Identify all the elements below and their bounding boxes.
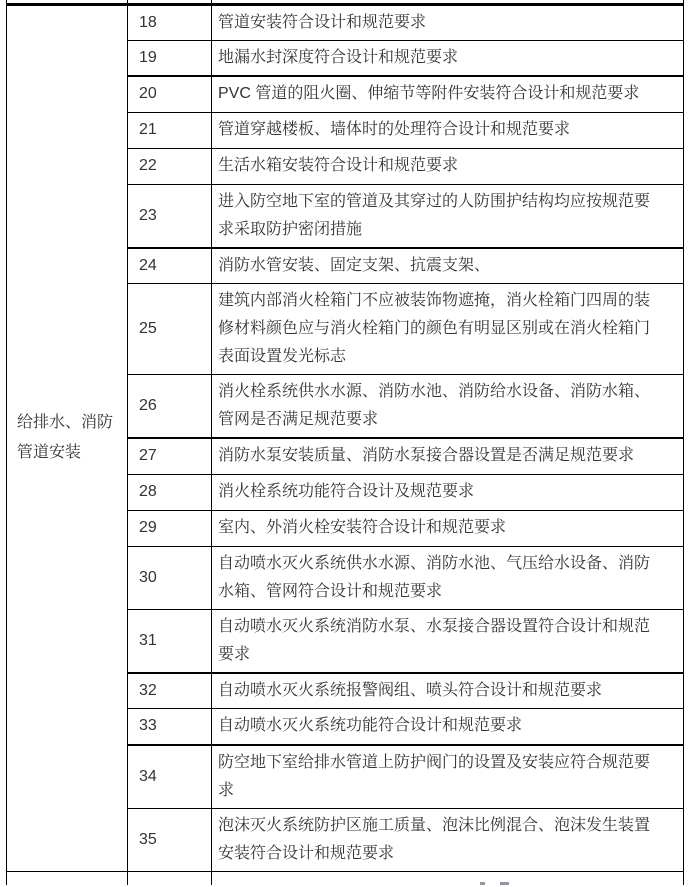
cut-row-bottom <box>7 871 684 885</box>
row-number: 31 <box>128 609 212 673</box>
row-description: 自动喷水灭火系统报警阀组、喷头符合设计和规范要求 <box>212 673 684 709</box>
row-number: 18 <box>128 4 212 40</box>
table-row <box>7 4 684 40</box>
row-number: 27 <box>128 438 212 474</box>
row-description: 防空地下室给排水管道上防护阀门的设置及安装应符合规范要求 <box>212 745 684 809</box>
row-description: 自动喷水灭火系统供水水源、消防水池、气压给水设备、消防水箱、管网符合设计和规范要求 <box>212 546 684 609</box>
row-number: 29 <box>128 510 212 546</box>
row-number: 23 <box>128 184 212 248</box>
row-number: 35 <box>128 808 212 871</box>
row-number: 22 <box>128 148 212 184</box>
row-description: 消火栓系统功能符合设计及规范要求 <box>212 474 684 510</box>
row-number: 33 <box>128 709 212 745</box>
row-description: 生活水箱安装符合设计和规范要求 <box>212 148 684 184</box>
row-description: 管道安装符合设计和规范要求 <box>212 4 684 40</box>
row-description: 进入防空地下室的管道及其穿过的人防围护结构均应按规范要求采取防护密闭措施 <box>212 184 684 248</box>
cut-text-remnant <box>500 882 509 885</box>
cut-number-cell <box>128 871 212 885</box>
row-description: 消火栓系统供水水源、消防水池、消防给水设备、消防水箱、管网是否满足规范要求 <box>212 375 684 439</box>
row-number: 25 <box>128 284 212 375</box>
row-number: 21 <box>128 112 212 148</box>
row-description: 自动喷水灭火系统消防水泵、水泵接合器设置符合设计和规范要求 <box>212 609 684 673</box>
row-description: 消防水泵安装质量、消防水泵接合器设置是否满足规范要求 <box>212 438 684 474</box>
category-cell: 给排水、消防管道安装 <box>7 4 128 871</box>
row-number: 32 <box>128 673 212 709</box>
row-description: 泡沫灭火系统防护区施工质量、泡沫比例混合、泡沫发生装置安装符合设计和规范要求 <box>212 808 684 871</box>
cut-text-remnant <box>480 882 485 885</box>
row-description: 室内、外消火栓安装符合设计和规范要求 <box>212 510 684 546</box>
row-number: 24 <box>128 248 212 284</box>
row-description: 建筑内部消火栓箱门不应被装饰物遮掩，消火栓箱门四周的装修材料颜色应与消火栓箱门的颜色有明显区别或在消火栓箱门表面设置发光标志 <box>212 284 684 375</box>
cut-description-cell <box>212 871 684 885</box>
row-number: 30 <box>128 546 212 609</box>
row-description: 消防水管安装、固定支架、抗震支架、 <box>212 248 684 284</box>
row-number: 28 <box>128 474 212 510</box>
row-number: 26 <box>128 375 212 439</box>
row-number: 34 <box>128 745 212 809</box>
cut-category-cell <box>7 871 128 885</box>
row-number: 20 <box>128 76 212 112</box>
row-description: 自动喷水灭火系统功能符合设计和规范要求 <box>212 709 684 745</box>
inspection-checklist-table <box>6 0 684 885</box>
row-number: 19 <box>128 40 212 76</box>
row-description: 管道穿越楼板、墙体时的处理符合设计和规范要求 <box>212 112 684 148</box>
row-description: PVC 管道的阻火圈、伸缩节等附件安装符合设计和规范要求 <box>212 76 684 112</box>
row-description: 地漏水封深度符合设计和规范要求 <box>212 40 684 76</box>
